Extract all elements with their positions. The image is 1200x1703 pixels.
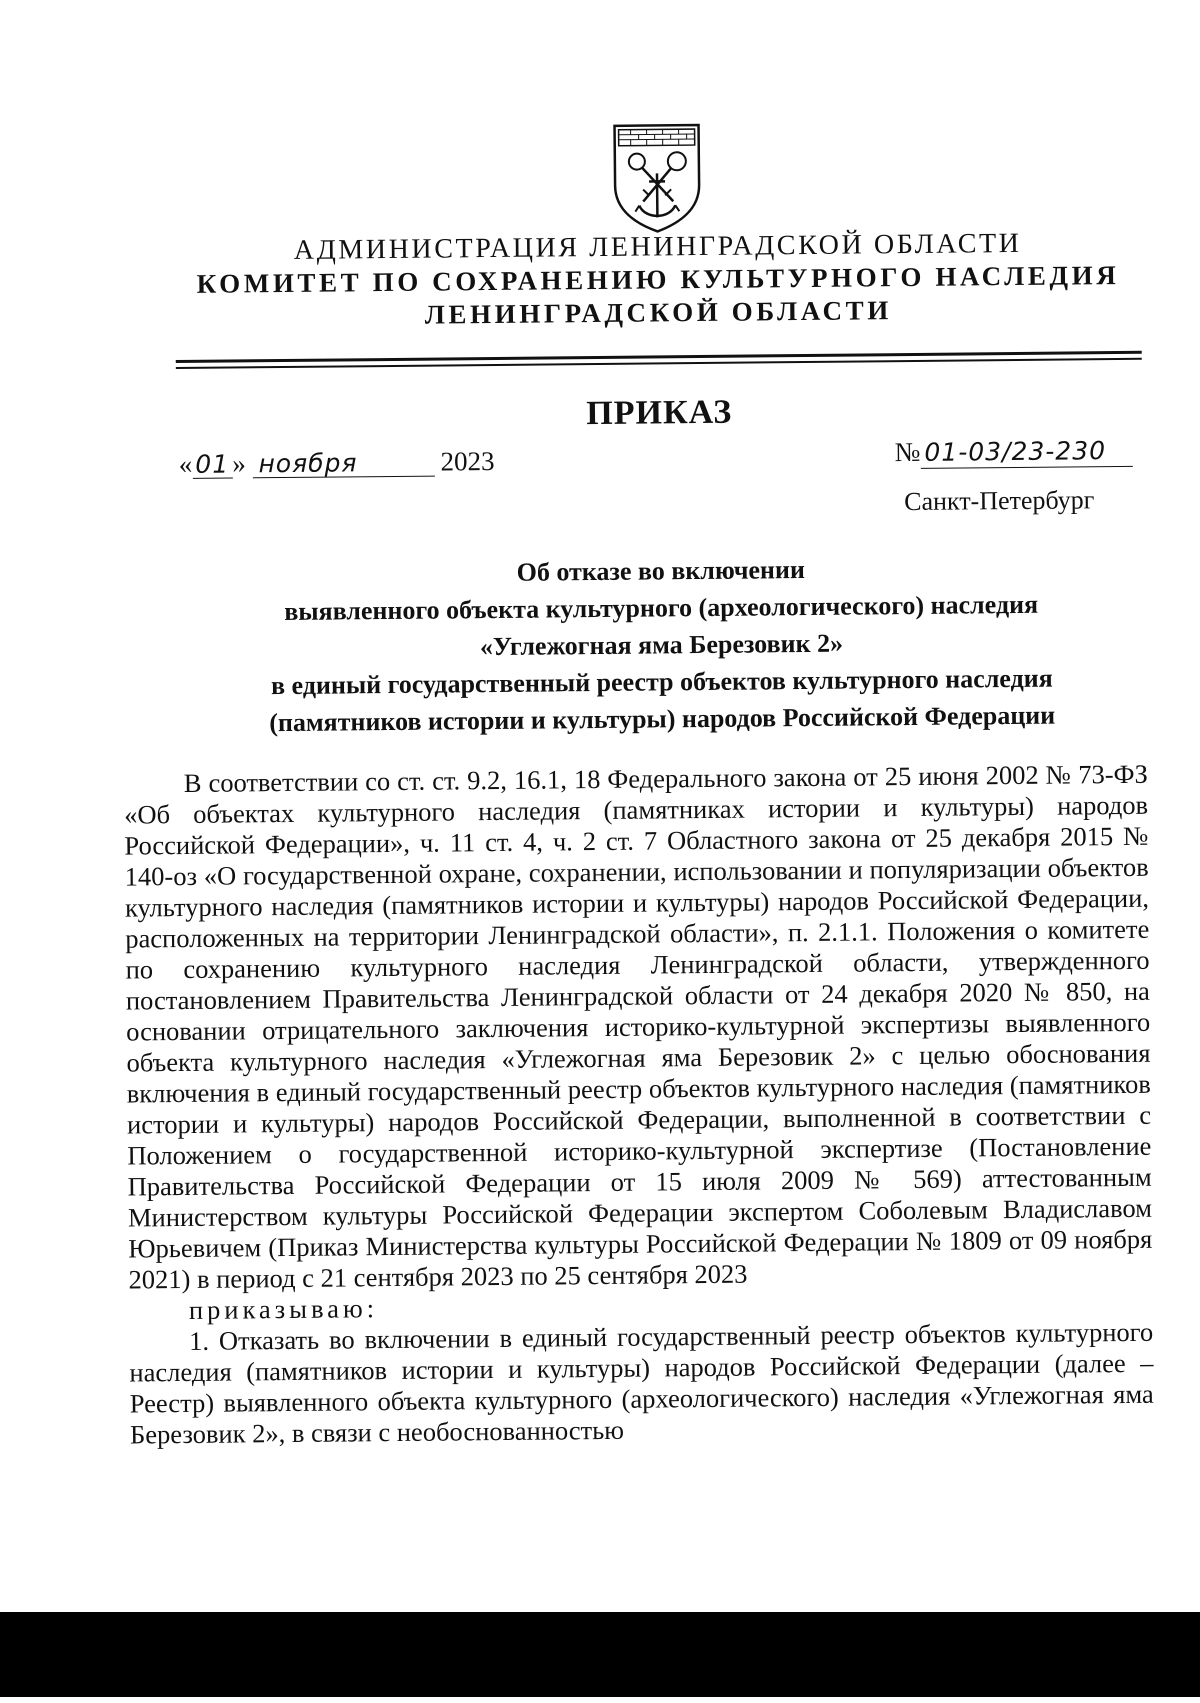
date-day: 01 (192, 452, 232, 479)
order-item-1: 1. Отказать во включении в единый государственный реестр объектов культурного наследия (памятников истории и культуры) народов Российской Федерации (далее – Реестр) выявленного объекта культурного (археологического) наследия «Углежогная яма Березовик 2», в связи с необоснованностью (129, 1316, 1154, 1450)
order-number (895, 435, 1133, 469)
header-divider-thick (176, 351, 1142, 363)
date-close-quote: » (232, 448, 246, 479)
order-body (124, 759, 1154, 1451)
doc-type-heading: ПРИКАЗ (586, 393, 733, 433)
title-line: Об отказе во включении (516, 555, 806, 587)
title-line: в единый государственный реестр объектов культурного наследия (270, 663, 1053, 701)
preamble-paragraph: В соответствии со ст. ст. 9.2, 16.1, 18 Федерального закона от 25 июня 2002 № 73-ФЗ «Об объектах культурного наследия (памятниках истории и культуры) народов Российской Федерации», ч. 11 ст. 4, ч. 2 ст. 7 Областного закона от 25 декабря 2015 № 140-оз «О государственной охране, сохранении, использовании и популяризации объектов культурного наследия (памятников истории и культуры) народов Российской Федерации, расположенных на территории Ленинградской области», п. 2.1.1. Положения о комитете по сохранению культурного наследия Ленинградской области, утвержденного постановлением Правительства Ленинградской области от 24 декабря 2020 № 850, на основании отрицательного заключения историко-культурной экспертизы выявленного объекта культурного наследия «Углежогная яма Березовик 2» с целью обоснования включения в единый государственный реестр объектов культурного наследия (памятников истории и культуры) народов Российской Федерации, выполненной в соответствии с Положением о государственной историко-культурной экспертизе (Постановление Правительства Российской Федерации от 15 июля 2009 № 569) аттестованным Министерством культуры Российской Федерации экспертом Соболевым Владиславом Юрьевичем (Приказ Министерства культуры Российской Федерации № 1809 от 09 ноября 2021) в период с 21 сентября 2023 по 25 сентября 2023 (123, 758, 1153, 1295)
org-name-line3: ЛЕНИНГРАДСКОЙ ОБЛАСТИ (424, 295, 893, 330)
title-line: (памятников истории и культуры) народов Российской Федерации (269, 700, 1056, 738)
city-name: Санкт-Петербург (904, 485, 1095, 517)
title-line: «Углежогная яма Березовик 2» (479, 628, 844, 662)
order-word: приказываю: (188, 1293, 379, 1325)
title-line: выявленного объекта культурного (археологического) наследия (284, 589, 1039, 627)
org-name-line1: АДМИНИСТРАЦИЯ ЛЕНИНГРАДСКОЙ ОБЛАСТИ (293, 227, 1022, 266)
org-name-line2: КОМИТЕТ ПО СОХРАНЕНИЮ КУЛЬТУРНОГО НАСЛЕДИЯ (196, 259, 1120, 299)
order-title (176, 548, 1148, 742)
number-prefix: № (894, 436, 921, 468)
order-date (179, 446, 495, 480)
coat-of-arms-icon (608, 121, 705, 236)
date-open-quote: « (178, 448, 193, 480)
date-month: ноября (252, 450, 434, 479)
scan-bottom-border (0, 1612, 1200, 1697)
date-year: 2023 (440, 445, 495, 477)
number-value: 01-03/23-230 (920, 436, 1132, 469)
